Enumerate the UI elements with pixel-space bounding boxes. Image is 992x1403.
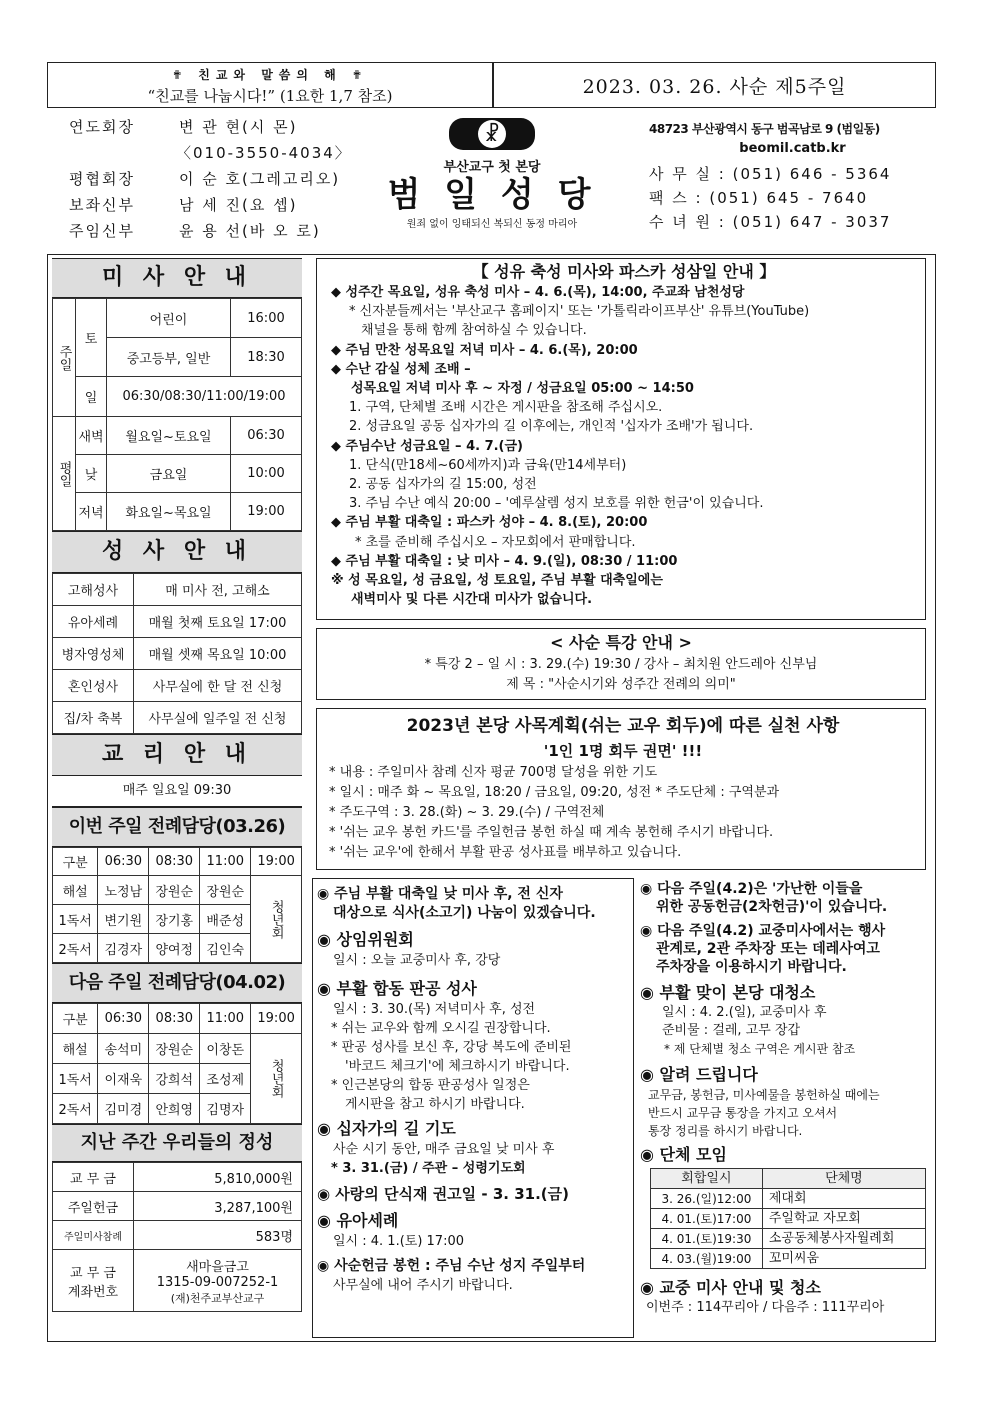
lent-lecture-notice: < 사순 특강 안내 > * 특강 2 – 일 시 : 3. 29.(수) 19:30 / 강사 – 최치원 안드레아 신부님 제 목 : "사순시기와 성주간 전례의 의미" (316, 628, 926, 700)
officer-row: 〈010-3550-4034〉 (176, 144, 352, 162)
church-subtitle: 부산교구 첫 본당 (443, 160, 541, 175)
offering-table: 교 무 금 5,810,000원 주일헌금 3,287,100원 주일미사참례 583명 교 무 금 계좌번호 새마을금고 1315-09-007252-1 (재)천주교부산교구 (52, 1162, 302, 1312)
liturgy-this-title: 이번 주일 전례담당(03.26) (52, 807, 302, 847)
weekday-label: 평일 (53, 417, 76, 531)
offering-title: 지난 주간 우리들의 정성 (52, 1124, 302, 1162)
pastoral-plan-notice: 2023년 본당 사목계획(쉬는 교우 회두)에 따른 실천 사항 '1인 1명 회두 권면' !!! * 내용 : 주일미사 참례 신자 평균 700명 달성을 위한 기도 * 일시 : 매주 화 ~ 목요일, 18:20 / 금요일, 09:20, 성전 * 주도단체 : 구역분과 * 주도구역 : 3. 28.(화) ~ 3. 29.(수) / 구역전체 * '쉬는 교우 봉헌 카드'를 주일헌금 봉헌 하실 때 계속 봉헌해 주시기 바랍니다. * '쉬는 교우'에 한해서 부활 판공 성사표를 배부하고 있습니다. (316, 708, 926, 870)
church-name: 범 일 성 당 (387, 175, 597, 215)
mass-title: 미 사 안 내 (52, 258, 302, 298)
liturgy-next-title: 다음 주일 전례담당(04.02) (52, 963, 302, 1003)
contact-box (637, 108, 936, 248)
church-logo-block (347, 108, 637, 248)
liturgy-next-table: 구분 06:30 08:30 11:00 19:00 해설 송석미 장원순 이창돈 청년회 1독서 이재욱 강희석 조성제 2독서 김미경 안희영 김명자 (52, 1003, 302, 1124)
officer-row: 보좌신부 남 세 진(요 셉) (69, 196, 298, 214)
motto-subtitle: “친교를 나눕시다!” (1요한 1,7 참조) (147, 87, 393, 105)
notices-right-column: ◉ 다음 주일(4.2)은 '가난한 이들을 위한 공동헌금(2차헌금)'이 있습니다. ◉ 다음 주일(4.2) 교중미사에서는 행사 관계로, 2관 주차장 또는 데레사여고 주차장을 이용하시기 바랍니다. ◉ 부활 맞이 본당 대청소 일시 : 4. 2.(일), 교중미사 후 준비물 : 걸레, 고무 장갑 * 제 단체별 청소 구역은 게시판 참조 ◉ 알려 드립니다 교무금, 봉헌금, 미사예물을 봉헌하실 때에는 반드시 교무금 통장을 가지고 오셔서 통장 정리를 하시기 바랍니다. ◉ 단체 모임 회합일시 단체명 3. 26.(일)12:00 제대회 4. 01.(토)17:00 주일학교 자모회 4. 01.(토)19:30 소공동체봉사자월례회 4. 03.(월)19:00 꼬미씨움 ◉ 교중 미사 안내 및 청소 이번주 : 114꾸리아 / 다음주 : 111꾸리아 (634, 878, 936, 1342)
left-sidebar (52, 258, 302, 1338)
holyweek-notice: 【 성유 축성 미사와 파스카 성삼일 안내 】 ◆ 성주간 목요일, 성유 축성 미사 – 4. 6.(목), 14:00, 주교좌 남천성당 * 신자분들께서는 '부산교구 홈페이지' 또는 '가톨릭라이프부산' 유튜브(YouTube) 채널을 통해 함께 참여하실 수 있습니다. ◆ 주님 만찬 성목요일 저녁 미사 – 4. 6.(목), 20:00 ◆ 수난 감실 성체 조배 – 성목요일 저녁 미사 후 ~ 자정 / 성금요일 05:00 ~ 14:50 1. 구역, 단체별 조배 시간은 게시판을 참조해 주십시오. 2. 성금요일 공동 십자가의 길 이후에는, 개인적 '십자가 조배'가 됩니다. ◆ 주님수난 성금요일 – 4. 7.(금) 1. 단식(만18세~60세까지)과 금육(만14세부터) 2. 공동 십자가의 길 15:00, 성전 3. 주님 수난 예식 20:00 – '예루살렘 성지 보호를 위한 헌금'이 있습니다. ◆ 주님 부활 대축일 : 파스카 성야 – 4. 8.(토), 20:00 * 초를 준비해 주십시오 – 자모회에서 판매합니다. ◆ 주님 부활 대축일 : 낮 미사 – 4. 9.(일), 08:30 / 11:00 ※ 성 목요일, 성 금요일, 성 토요일, 주님 부활 대축일에는 새벽미사 및 다른 시간대 미사가 없습니다. (316, 258, 926, 620)
bulletin-date: 2023. 03. 26. 사순 제5주일 (493, 62, 936, 108)
sunday-label: 주일 (53, 299, 76, 417)
officers-box (47, 108, 352, 248)
liturgy-this-table: 구분 06:30 08:30 11:00 19:00 해설 노정남 장원순 장원순 청년회 1독서 변기원 장기홍 배준성 2독서 김경자 양여정 김인숙 (52, 847, 302, 963)
motto-box (47, 62, 493, 108)
officer-row: 평협회장 이 순 호(그레고리오) (69, 170, 341, 188)
office-phone: 사 무 실 : (051) 646 - 5364 (649, 165, 892, 183)
sacrament-table: 고해성사 매 미사 전, 고해소 유아세례 매월 첫째 토요일 17:00 병자영성체 매월 셋째 목요일 10:00 혼인성사 사무실에 한 달 전 신청 집/차 축복 사무실에 일주일 전 신청 (52, 573, 302, 734)
doctrine-text: 매주 일요일 09:30 (52, 776, 302, 807)
fax-number: 팩 스 : (051) 645 - 7640 (649, 189, 869, 207)
address: 48723 부산광역시 동구 범곡남로 9 (범일동) (649, 122, 880, 136)
chi-rho-icon: ☧ (449, 118, 535, 150)
meeting-table: 회합일시 단체명 3. 26.(일)12:00 제대회 4. 01.(토)17:00 주일학교 자모회 4. 01.(토)19:30 소공동체봉사자월례회 4. 03.(월)19:00 꼬미씨움 (650, 1168, 926, 1269)
doctrine-title: 교 리 안 내 (52, 734, 302, 776)
website-link[interactable]: beomil.catb.kr (739, 141, 846, 156)
officer-row: 연도회장 변 관 현(시 몬) (69, 118, 298, 136)
mass-table: 주일 토 어린이 16:00 중고등부, 일반 18:30 일 06:30/08:30/11:00/19:00 평일 새벽 월요일~토요일 06:30 낮 금요일 10:00 저녁 화요일~목요일 19:00 (52, 298, 302, 531)
convent-phone: 수 녀 원 : (051) 647 - 3037 (649, 213, 892, 231)
officer-row: 주임신부 윤 용 선(바 오 로) (69, 222, 321, 240)
church-tagline: 원죄 없이 잉태되신 복되신 동정 마리아 (406, 219, 578, 230)
notices-left-column: ◉ 주님 부활 대축일 낮 미사 후, 전 신자 대상으로 식사(소고기) 나눔이 있겠습니다. ◉ 상임위원회 일시 : 오늘 교중미사 후, 강당 ◉ 부활 합동 판공 성사 일시 : 3. 30.(목) 저녁미사 후, 성전 * 쉬는 교우와 함께 오시길 권장합니다. * 판공 성사를 보신 후, 강당 복도에 준비된 '바코드 체크기'에 체크하시기 바랍니다. * 인근본당의 합동 판공성사 일정은 게시판을 참고 하시기 바랍니다. ◉ 십자가의 길 기도 사순 시기 동안, 매주 금요일 낮 미사 후 * 3. 31.(금) / 주관 – 성령기도회 ◉ 사랑의 단식재 권고일 - 3. 31.(금) ◉ 유아세례 일시 : 4. 1.(토) 17:00 ◉ 사순헌금 봉헌 : 주님 수난 성지 주일부터 사무실에 내어 주시기 바랍니다. (312, 878, 634, 1338)
motto-title: ✟ 친교와 말씀의 해 ✟ (172, 68, 368, 82)
sacrament-title: 성 사 안 내 (52, 531, 302, 573)
